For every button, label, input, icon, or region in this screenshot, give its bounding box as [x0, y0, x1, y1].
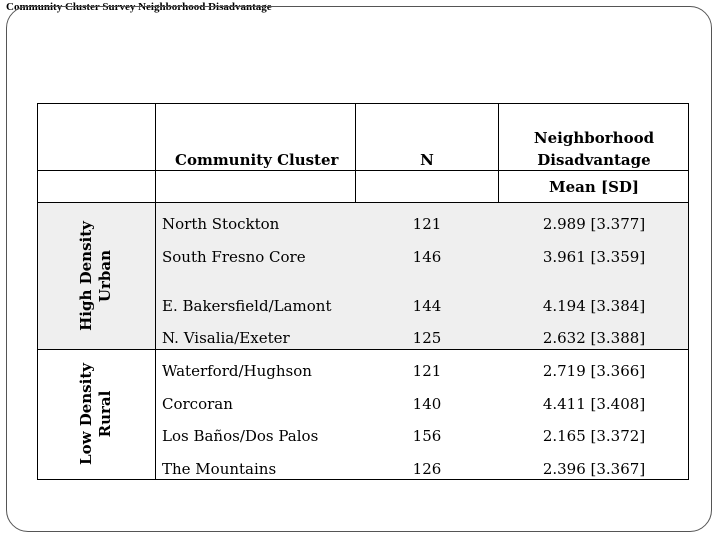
row-divider [38, 349, 689, 350]
cluster-n: 121 [412, 215, 442, 233]
cluster-n: 140 [412, 395, 442, 413]
row-divider [38, 202, 689, 203]
cluster-mean-sd: 3.961 [3.359] [542, 248, 646, 266]
cluster-mean-sd: 2.719 [3.366] [542, 362, 646, 380]
cluster-n: 156 [412, 427, 442, 445]
header-disadvantage-line1: Neighborhood [533, 129, 655, 147]
cluster-n: 121 [412, 362, 442, 380]
cluster-mean-sd: 2.632 [3.388] [542, 329, 646, 347]
cluster-name: North Stockton [162, 215, 280, 233]
group-label-line: Urban [96, 249, 114, 303]
cluster-name: Corcoran [162, 395, 233, 413]
group-label-line: Rural [96, 390, 114, 438]
slide-title: Community Cluster Survey Neighborhood Disadvantage [6, 1, 272, 13]
cluster-name: Los Baños/Dos Palos [162, 427, 319, 445]
cluster-mean-sd: 2.165 [3.372] [542, 427, 646, 445]
header-mean-sd: Mean [SD] [548, 178, 640, 196]
cluster-name: The Mountains [162, 460, 277, 478]
header-community-cluster: Community Cluster [175, 151, 339, 169]
cluster-name: N. Visalia/Exeter [162, 329, 290, 347]
cluster-mean-sd: 2.396 [3.367] [542, 460, 646, 478]
column-divider [155, 104, 156, 479]
cluster-mean-sd: 2.989 [3.377] [542, 215, 646, 233]
group-label-urban [77, 206, 117, 346]
group-label-line: Low Density [77, 363, 95, 465]
cluster-n: 146 [412, 248, 442, 266]
cluster-n: 126 [412, 460, 442, 478]
cluster-mean-sd: 4.411 [3.408] [542, 395, 646, 413]
cluster-n: 125 [412, 329, 442, 347]
group-label-line: High Density [77, 221, 95, 331]
cluster-mean-sd: 4.194 [3.384] [542, 297, 646, 315]
header-disadvantage-line2: Disadvantage [537, 151, 651, 169]
cluster-n: 144 [412, 297, 442, 315]
group-label-rural [77, 348, 117, 480]
cluster-name: South Fresno Core [162, 248, 306, 266]
cluster-name: Waterford/Hughson [162, 362, 312, 380]
cluster-name: E. Bakersfield/Lamont [162, 297, 332, 315]
header-n: N [420, 151, 434, 169]
